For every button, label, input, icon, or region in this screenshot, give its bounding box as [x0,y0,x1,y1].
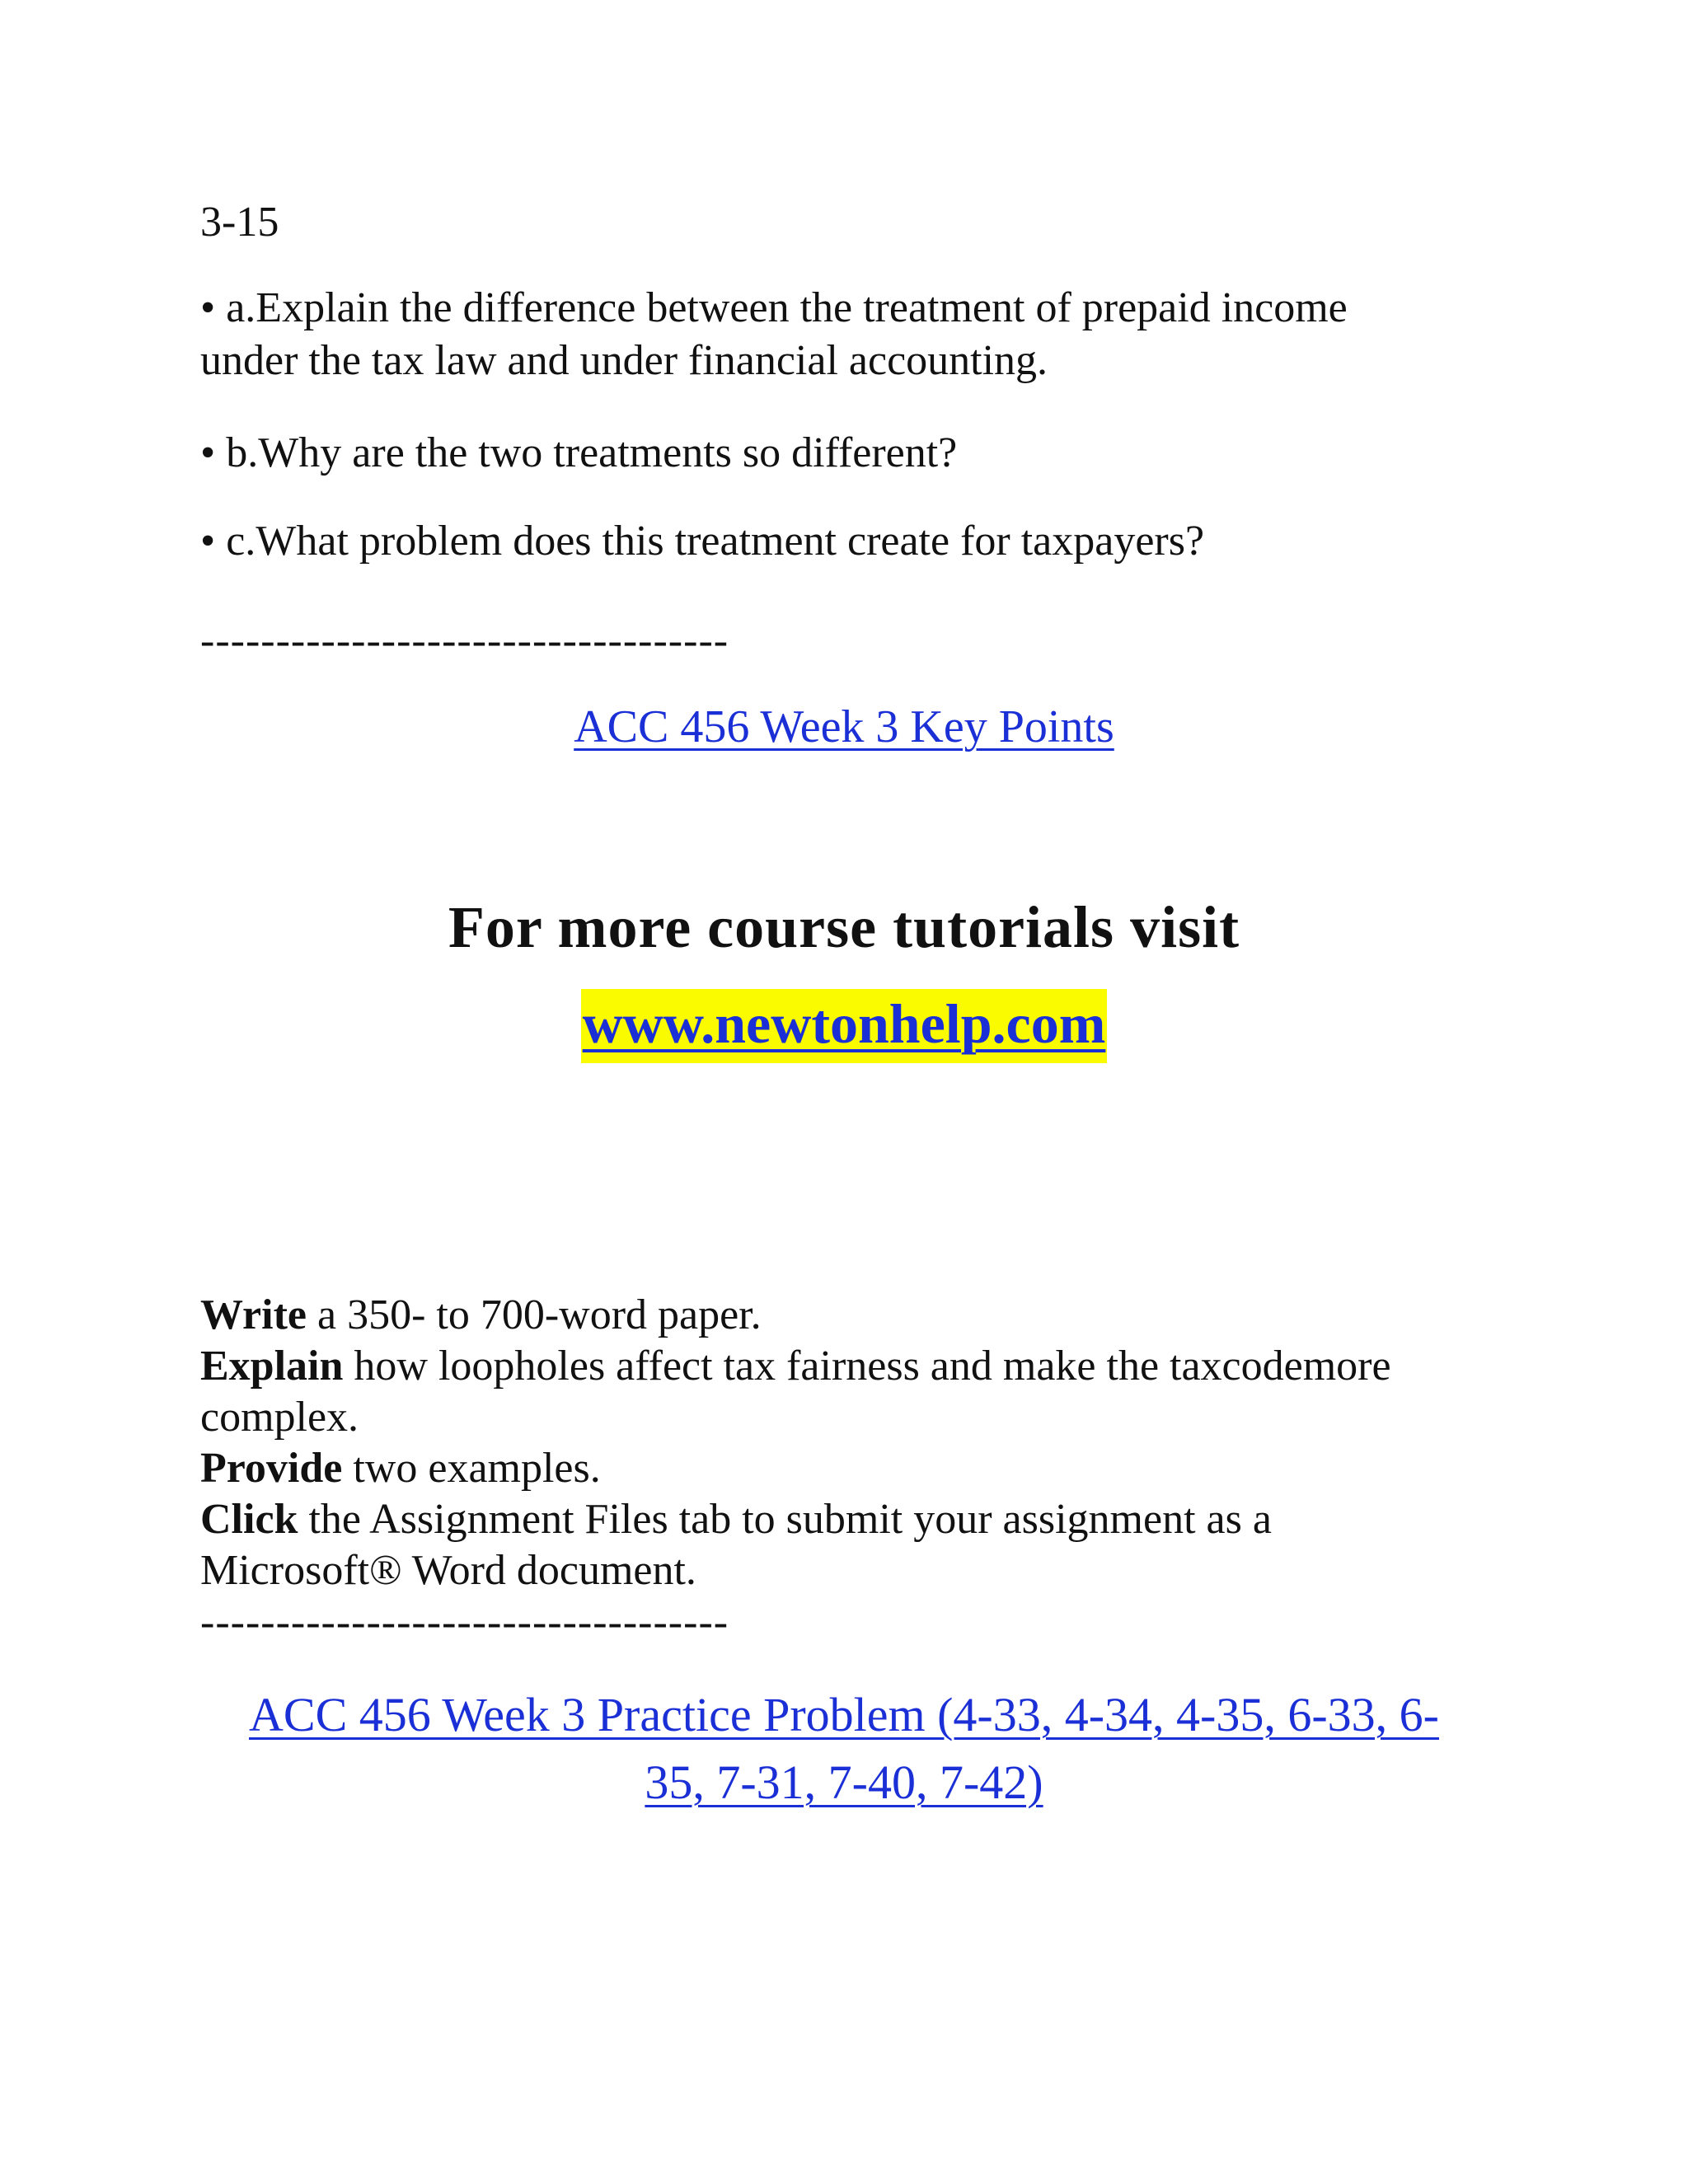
instruction-explain [200,1341,1482,1392]
bullet-marker: • [200,284,216,331]
explain-text: how loopholes affect tax fairness and make the taxcodemore [354,1343,1391,1390]
key-points-link[interactable]: ACC 456 Week 3 Key Points [574,701,1114,752]
provide-label: Provide [200,1445,343,1492]
bullet-a [200,282,1482,387]
bullet-a-text: a.Explain the difference between the treatment of prepaid income [226,284,1348,331]
click-label: Click [200,1496,298,1543]
promo-heading: For more course tutorials visit [448,894,1240,960]
write-text: a 350- to 700-word paper. [316,1291,762,1338]
instructions [200,1290,1482,1644]
separator-bottom: ----------------------------------- [200,1599,729,1646]
bullet-c-text: c.What problem does this treatment create for taxpayers? [226,518,1205,565]
bullet-marker: • [200,429,216,476]
instruction-write [200,1290,1482,1341]
instruction-explain-continued: complex. [200,1394,359,1441]
bullet-a-text-continued: under the tax law and under financial accounting. [200,337,1048,384]
instruction-click [200,1494,1482,1545]
instruction-click-continued: Microsoft® Word document. [200,1547,696,1594]
click-text: the Assignment Files tab to submit your assignment as a [308,1496,1272,1543]
question-number: 3-15 [200,199,279,246]
instruction-provide [200,1443,1482,1494]
key-points-link-row [0,701,1688,753]
provide-text: two examples. [353,1445,601,1492]
promo-url-row [0,991,1688,1057]
bullet-marker: • [200,518,216,565]
explain-label: Explain [200,1343,344,1390]
practice-link-line1[interactable]: ACC 456 Week 3 Practice Problem (4-33, 4-34, 4-35, 6-33, 6- [249,1688,1439,1741]
separator-top: ----------------------------------- [200,617,729,664]
write-label: Write [200,1291,307,1338]
practice-link-line2[interactable]: 35, 7-31, 7-40, 7-42) [645,1755,1043,1809]
bullet-b [200,427,1482,480]
bullet-c [200,515,1482,568]
bullet-b-text: b.Why are the two treatments so different? [226,429,958,476]
practice-link-row [165,1681,1523,1816]
promo-url-link[interactable]: www.newtonhelp.com [581,989,1108,1063]
